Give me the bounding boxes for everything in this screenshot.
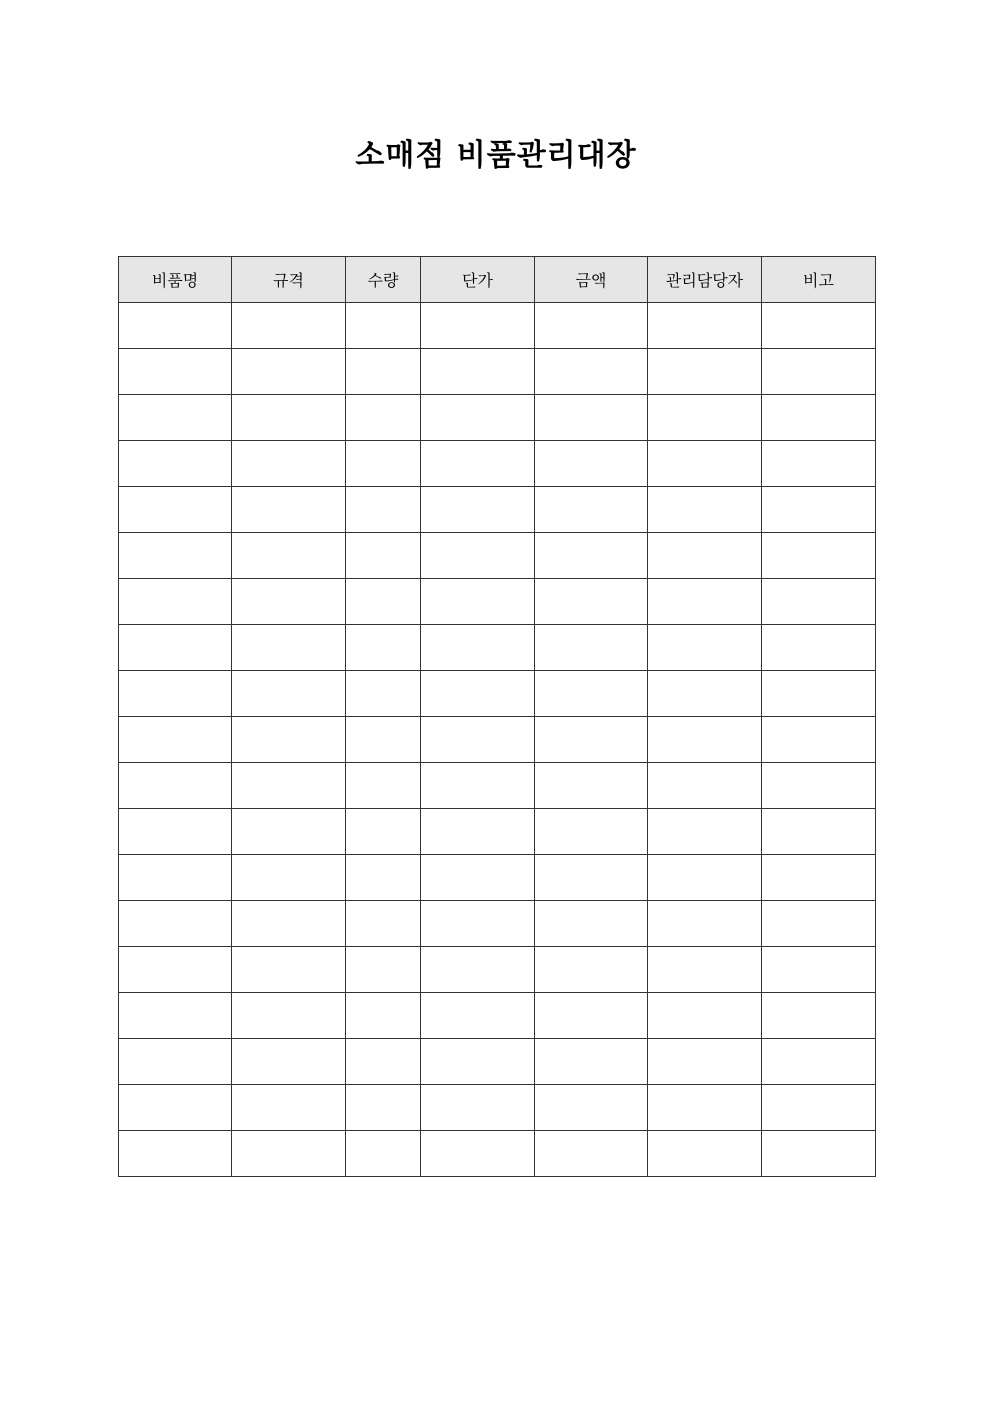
- table-cell[interactable]: [421, 487, 535, 533]
- table-cell[interactable]: [346, 671, 421, 717]
- table-cell[interactable]: [535, 487, 648, 533]
- table-cell[interactable]: [119, 533, 232, 579]
- table-cell[interactable]: [421, 763, 535, 809]
- table-cell[interactable]: [232, 763, 346, 809]
- table-header-row: [119, 257, 876, 303]
- table-cell[interactable]: [119, 579, 232, 625]
- header-unit-price: 단가: [421, 257, 535, 303]
- table-cell[interactable]: [648, 533, 762, 579]
- table-cell[interactable]: [648, 303, 762, 349]
- table-cell[interactable]: [119, 993, 232, 1039]
- table-cell[interactable]: [762, 947, 876, 993]
- header-quantity: 수량: [346, 257, 421, 303]
- table-cell[interactable]: [762, 349, 876, 395]
- table-cell[interactable]: [762, 303, 876, 349]
- table-cell[interactable]: [421, 441, 535, 487]
- table-cell[interactable]: [119, 1039, 232, 1085]
- table-cell[interactable]: [762, 993, 876, 1039]
- table-cell[interactable]: [346, 579, 421, 625]
- table-cell[interactable]: [346, 441, 421, 487]
- table-row: [119, 303, 876, 349]
- table-cell[interactable]: [119, 395, 232, 441]
- table-row: [119, 855, 876, 901]
- table-cell[interactable]: [346, 1085, 421, 1131]
- table-cell[interactable]: [421, 349, 535, 395]
- table-row: [119, 1131, 876, 1177]
- table-row: [119, 349, 876, 395]
- table-cell[interactable]: [762, 809, 876, 855]
- table-cell[interactable]: [421, 1131, 535, 1177]
- header-specification: 규격: [232, 257, 346, 303]
- table-cell[interactable]: [762, 487, 876, 533]
- table-cell[interactable]: [762, 1039, 876, 1085]
- table-cell[interactable]: [648, 717, 762, 763]
- table-cell[interactable]: [535, 855, 648, 901]
- table-cell[interactable]: [421, 993, 535, 1039]
- table-cell[interactable]: [648, 487, 762, 533]
- table-cell[interactable]: [421, 395, 535, 441]
- table-cell[interactable]: [421, 809, 535, 855]
- table-cell[interactable]: [535, 671, 648, 717]
- table-cell[interactable]: [346, 901, 421, 947]
- table-cell[interactable]: [232, 533, 346, 579]
- table-cell[interactable]: [648, 349, 762, 395]
- header-amount: 금액: [535, 257, 648, 303]
- table-cell[interactable]: [535, 625, 648, 671]
- table-cell[interactable]: [232, 303, 346, 349]
- table-row: [119, 395, 876, 441]
- table-cell[interactable]: [535, 717, 648, 763]
- table-cell[interactable]: [346, 1039, 421, 1085]
- table-cell[interactable]: [762, 1085, 876, 1131]
- table-cell[interactable]: [119, 855, 232, 901]
- table-cell[interactable]: [232, 947, 346, 993]
- table-row: [119, 441, 876, 487]
- table-cell[interactable]: [648, 901, 762, 947]
- table-cell[interactable]: [535, 441, 648, 487]
- table-cell[interactable]: [535, 1039, 648, 1085]
- table-cell[interactable]: [535, 533, 648, 579]
- table-cell[interactable]: [648, 1131, 762, 1177]
- table-cell[interactable]: [232, 487, 346, 533]
- table-cell[interactable]: [232, 671, 346, 717]
- table-cell[interactable]: [421, 855, 535, 901]
- table-cell[interactable]: [346, 763, 421, 809]
- table-cell[interactable]: [648, 671, 762, 717]
- table-cell[interactable]: [119, 671, 232, 717]
- table-cell[interactable]: [346, 533, 421, 579]
- table-row: [119, 1039, 876, 1085]
- table-cell[interactable]: [648, 395, 762, 441]
- table-cell[interactable]: [119, 809, 232, 855]
- table-cell[interactable]: [232, 855, 346, 901]
- table-cell[interactable]: [232, 395, 346, 441]
- table-cell[interactable]: [535, 395, 648, 441]
- table-cell[interactable]: [421, 1085, 535, 1131]
- table-cell[interactable]: [421, 717, 535, 763]
- table-cell[interactable]: [421, 625, 535, 671]
- table-row: [119, 947, 876, 993]
- table-cell[interactable]: [648, 1039, 762, 1085]
- table-cell[interactable]: [232, 349, 346, 395]
- table-row: [119, 671, 876, 717]
- table-row: [119, 579, 876, 625]
- table-cell[interactable]: [232, 717, 346, 763]
- table-cell[interactable]: [648, 855, 762, 901]
- table-cell[interactable]: [346, 809, 421, 855]
- table-cell[interactable]: [421, 579, 535, 625]
- table-cell[interactable]: [232, 1085, 346, 1131]
- table-row: [119, 487, 876, 533]
- table-cell[interactable]: [648, 625, 762, 671]
- table-row: [119, 625, 876, 671]
- header-remarks: 비고: [762, 257, 876, 303]
- table-cell[interactable]: [346, 855, 421, 901]
- table-cell[interactable]: [762, 579, 876, 625]
- table-row: [119, 809, 876, 855]
- table-body: [119, 303, 876, 1177]
- table-cell[interactable]: [535, 349, 648, 395]
- table-cell[interactable]: [535, 1131, 648, 1177]
- table-cell[interactable]: [346, 717, 421, 763]
- table-cell[interactable]: [648, 947, 762, 993]
- table-cell[interactable]: [119, 625, 232, 671]
- table-cell[interactable]: [535, 809, 648, 855]
- header-item-name: 비품명: [119, 257, 232, 303]
- table-cell[interactable]: [346, 625, 421, 671]
- table-cell[interactable]: [762, 625, 876, 671]
- table-cell[interactable]: [232, 1131, 346, 1177]
- table-cell[interactable]: [762, 395, 876, 441]
- table-cell[interactable]: [762, 717, 876, 763]
- table-cell[interactable]: [346, 487, 421, 533]
- table-cell[interactable]: [119, 717, 232, 763]
- table-row: [119, 763, 876, 809]
- table-cell[interactable]: [119, 1085, 232, 1131]
- table-row: [119, 533, 876, 579]
- page-title: 소매점 비품관리대장: [355, 138, 637, 173]
- equipment-register-table: [118, 256, 876, 1177]
- table-cell[interactable]: [421, 1039, 535, 1085]
- table-cell[interactable]: [421, 901, 535, 947]
- table-cell[interactable]: [421, 947, 535, 993]
- table-cell[interactable]: [648, 441, 762, 487]
- table-cell[interactable]: [119, 441, 232, 487]
- table-row: [119, 1085, 876, 1131]
- table-cell[interactable]: [648, 579, 762, 625]
- table-cell[interactable]: [346, 395, 421, 441]
- table-cell[interactable]: [535, 303, 648, 349]
- table-cell[interactable]: [535, 763, 648, 809]
- table-cell[interactable]: [119, 1131, 232, 1177]
- table-row: [119, 901, 876, 947]
- table-cell[interactable]: [232, 579, 346, 625]
- table-cell[interactable]: [346, 1131, 421, 1177]
- table-cell[interactable]: [119, 487, 232, 533]
- table-cell[interactable]: [119, 763, 232, 809]
- table-cell[interactable]: [535, 947, 648, 993]
- table-cell[interactable]: [535, 901, 648, 947]
- table-cell[interactable]: [421, 533, 535, 579]
- table-cell[interactable]: [762, 763, 876, 809]
- table-cell[interactable]: [762, 441, 876, 487]
- table-cell[interactable]: [762, 901, 876, 947]
- table-cell[interactable]: [648, 763, 762, 809]
- table-cell[interactable]: [346, 993, 421, 1039]
- table-cell[interactable]: [535, 993, 648, 1039]
- table-cell[interactable]: [762, 855, 876, 901]
- table-row: [119, 993, 876, 1039]
- table-cell[interactable]: [232, 809, 346, 855]
- table-cell[interactable]: [648, 809, 762, 855]
- table-cell[interactable]: [762, 671, 876, 717]
- table-cell[interactable]: [648, 1085, 762, 1131]
- table-cell[interactable]: [346, 349, 421, 395]
- table-cell[interactable]: [119, 901, 232, 947]
- table-cell[interactable]: [232, 1039, 346, 1085]
- header-manager: 관리담당자: [648, 257, 762, 303]
- table-cell[interactable]: [421, 303, 535, 349]
- table-cell[interactable]: [232, 441, 346, 487]
- table-cell[interactable]: [119, 349, 232, 395]
- table-cell[interactable]: [232, 901, 346, 947]
- table-cell[interactable]: [535, 1085, 648, 1131]
- table-cell[interactable]: [762, 1131, 876, 1177]
- table-cell[interactable]: [421, 671, 535, 717]
- table-cell[interactable]: [762, 533, 876, 579]
- table-cell[interactable]: [119, 947, 232, 993]
- table-cell[interactable]: [232, 993, 346, 1039]
- table-cell[interactable]: [119, 303, 232, 349]
- table-cell[interactable]: [232, 625, 346, 671]
- table-cell[interactable]: [535, 579, 648, 625]
- table-row: [119, 717, 876, 763]
- table-cell[interactable]: [648, 993, 762, 1039]
- table-cell[interactable]: [346, 947, 421, 993]
- table-cell[interactable]: [346, 303, 421, 349]
